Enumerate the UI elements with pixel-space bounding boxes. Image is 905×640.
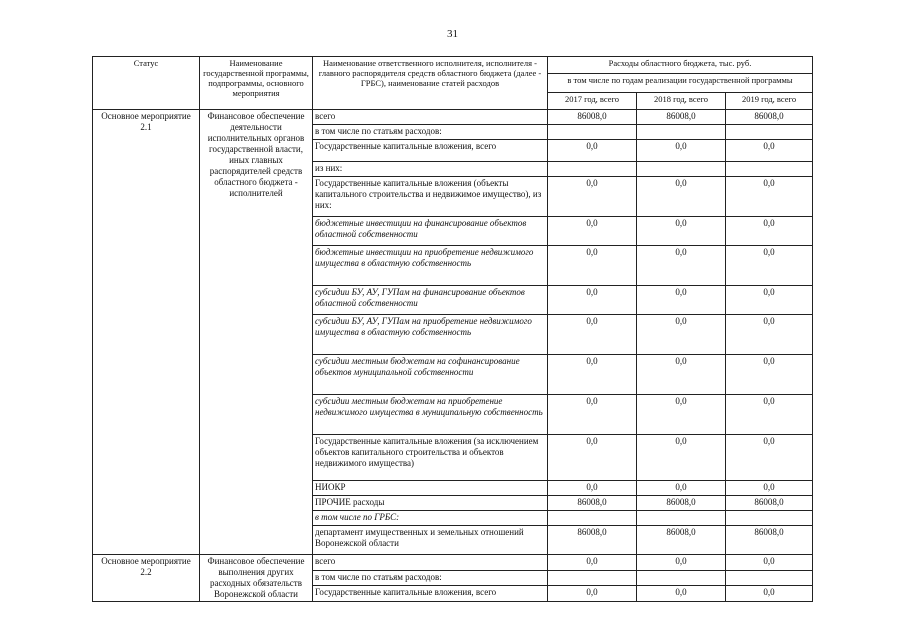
value-2018: 0,0 (637, 140, 726, 162)
row-label: ПРОЧИЕ расходы (313, 496, 548, 511)
table-row (93, 555, 813, 571)
header-year-2019: 2019 год, всего (726, 93, 813, 110)
value-2019 (726, 511, 813, 526)
value-2018: 86008,0 (637, 526, 726, 555)
header-row (93, 57, 813, 74)
row-label: в том числе по статьям расходов: (313, 570, 548, 586)
row-label: субсидии БУ, АУ, ГУПам на финансирование объектов областной собственности (313, 286, 548, 315)
header-by-years: в том числе по годам реализации государственной программы (548, 74, 813, 93)
value-2019: 86008,0 (726, 526, 813, 555)
row-label: Государственные капитальные вложения, всего (313, 586, 548, 602)
value-2017 (548, 570, 637, 586)
value-2019: 0,0 (726, 315, 813, 355)
value-2018: 0,0 (637, 395, 726, 435)
value-2018 (637, 162, 726, 177)
value-2019: 0,0 (726, 177, 813, 217)
value-2017: 0,0 (548, 435, 637, 481)
value-2018: 0,0 (637, 586, 726, 602)
row-label: субсидии местным бюджетам на приобретение недвижимого имущества в муниципальную собственность (313, 395, 548, 435)
header-year-2018: 2018 год, всего (637, 93, 726, 110)
value-2017: 0,0 (548, 355, 637, 395)
value-2017: 0,0 (548, 395, 637, 435)
value-2018: 0,0 (637, 217, 726, 246)
value-2017: 0,0 (548, 217, 637, 246)
header-expenses: Расходы областного бюджета, тыс. руб. (548, 57, 813, 74)
row-label: всего (313, 110, 548, 125)
row-label: Государственные капитальные вложения, всего (313, 140, 548, 162)
value-2017: 86008,0 (548, 526, 637, 555)
header-executor: Наименование ответственного исполнителя, исполнителя - главного распорядителя средств областного бюджета (далее - ГРБС), наименование статей расходов (313, 57, 548, 110)
value-2018 (637, 511, 726, 526)
value-2017 (548, 162, 637, 177)
row-label: субсидии местным бюджетам на софинансирование объектов муниципальной собственности (313, 355, 548, 395)
table-row (93, 110, 813, 125)
row-label: всего (313, 555, 548, 571)
row-label: бюджетные инвестиции на приобретение недвижимого имущества в областную собственность (313, 246, 548, 286)
status-cell: Основное мероприятие 2.1 (93, 110, 200, 555)
value-2018: 86008,0 (637, 496, 726, 511)
value-2018: 0,0 (637, 435, 726, 481)
row-label: Государственные капитальные вложения (за исключением объектов капитального строительства и объектов недвижимого имущества) (313, 435, 548, 481)
value-2019: 0,0 (726, 481, 813, 496)
header-status: Статус (93, 57, 200, 110)
value-2018: 86008,0 (637, 110, 726, 125)
value-2017: 0,0 (548, 246, 637, 286)
value-2017: 0,0 (548, 140, 637, 162)
row-label: Государственные капитальные вложения (объекты капитального строительства и недвижимое имущество), из них: (313, 177, 548, 217)
row-label: в том числе по ГРБС: (313, 511, 548, 526)
value-2019 (726, 125, 813, 140)
value-2019: 0,0 (726, 246, 813, 286)
value-2019: 0,0 (726, 286, 813, 315)
value-2019 (726, 162, 813, 177)
value-2018 (637, 125, 726, 140)
value-2019: 0,0 (726, 355, 813, 395)
value-2017: 0,0 (548, 586, 637, 602)
value-2018: 0,0 (637, 355, 726, 395)
program-cell: Финансовое обеспечение выполнения других расходных обязательств Воронежской области (200, 555, 313, 602)
value-2019: 0,0 (726, 395, 813, 435)
header-year-2017: 2017 год, всего (548, 93, 637, 110)
row-label: НИОКР (313, 481, 548, 496)
row-label: из них: (313, 162, 548, 177)
value-2018: 0,0 (637, 555, 726, 571)
row-label: бюджетные инвестиции на финансирование объектов областной собственности (313, 217, 548, 246)
value-2018: 0,0 (637, 246, 726, 286)
budget-table (92, 56, 813, 602)
value-2019: 0,0 (726, 555, 813, 571)
value-2019: 0,0 (726, 586, 813, 602)
value-2019: 86008,0 (726, 496, 813, 511)
value-2018: 0,0 (637, 177, 726, 217)
value-2017 (548, 511, 637, 526)
value-2019: 0,0 (726, 435, 813, 481)
value-2018 (637, 570, 726, 586)
value-2019: 86008,0 (726, 110, 813, 125)
value-2017: 0,0 (548, 177, 637, 217)
value-2019 (726, 570, 813, 586)
value-2017: 0,0 (548, 481, 637, 496)
value-2018: 0,0 (637, 481, 726, 496)
value-2017: 86008,0 (548, 496, 637, 511)
value-2018: 0,0 (637, 315, 726, 355)
page-number: 31 (447, 28, 458, 40)
value-2017: 86008,0 (548, 110, 637, 125)
value-2019: 0,0 (726, 140, 813, 162)
row-label: субсидии БУ, АУ, ГУПам на приобретение недвижимого имущества в областную собственность (313, 315, 548, 355)
row-label: департамент имущественных и земельных отношений Воронежской области (313, 526, 548, 555)
program-cell: Финансовое обеспечение деятельности исполнительных органов государственной власти, иных главных распорядителей средств областного бюджета - исполнителей (200, 110, 313, 555)
value-2017: 0,0 (548, 555, 637, 571)
header-program: Наименование государственной программы, подпрограммы, основного мероприятия (200, 57, 313, 110)
status-cell: Основное мероприятие 2.2 (93, 555, 200, 602)
value-2018: 0,0 (637, 286, 726, 315)
value-2017: 0,0 (548, 315, 637, 355)
row-label: в том числе по статьям расходов: (313, 125, 548, 140)
value-2017: 0,0 (548, 286, 637, 315)
value-2019: 0,0 (726, 217, 813, 246)
value-2017 (548, 125, 637, 140)
